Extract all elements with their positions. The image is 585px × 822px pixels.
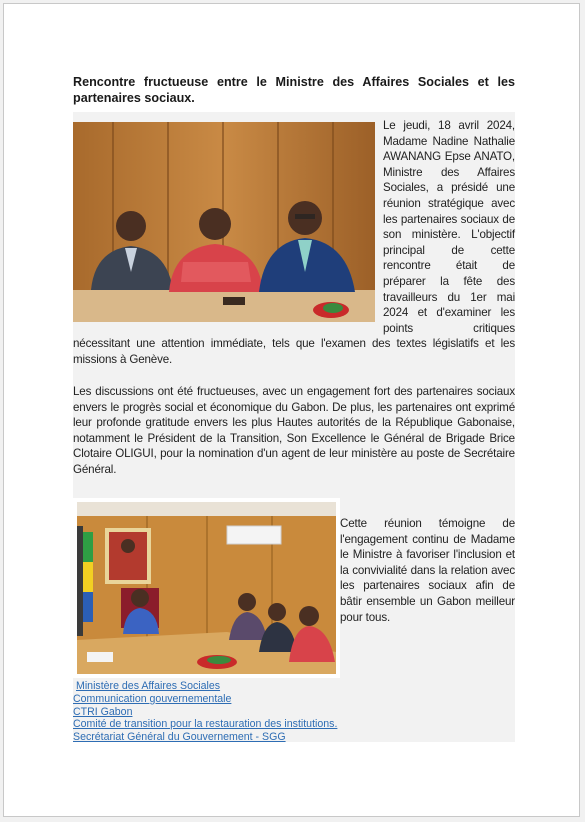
link-ctri-gabon[interactable]: CTRI Gabon — [73, 705, 133, 718]
article-title: Rencontre fructueuse entre le Ministre des Affaires Sociales et les partenaires sociaux. — [73, 75, 515, 105]
link-communication-gouvernementale[interactable]: Communication gouvernementale — [73, 692, 232, 705]
paragraph-2: Les discussions ont été fructueuses, avec un engagement fort des partenaires sociaux envers le progrès social et économique du Gabon. De plus, les partenaires ont exprimé leur profonde gratitude envers les plus Hautes autorités de la République Gabonaise, notamment le Président de la Transition, Son Excellence le Général de Brigade Brice Clotaire OLIGUI, pour la nomination d'un agent de leur ministère au poste de Secrétaire Général. — [73, 385, 515, 476]
link-sgg[interactable]: Secrétariat Général du Gouvernement - SGG — [73, 731, 286, 744]
document-page — [3, 3, 580, 817]
meeting-photo-2 — [77, 502, 336, 674]
meeting-photo-2-frame — [73, 498, 340, 678]
related-links — [73, 680, 515, 744]
meeting-photo-1 — [73, 122, 375, 322]
paragraph-1-text: Le jeudi, 18 avril 2024, Madame Nadine Nathalie AWANANG Epse ANATO, Ministre des Affaires Sociales, a présidé une réunion stratégique avec les partenaires sociaux de son ministère. L'objectif principal de cette rencontre était de préparer la fête des travailleurs du 1er mai 2024 et d'examiner les points critiques nécessitant une attention immédiate, tels que l'examen des textes législatifs et les missions à Genève. — [73, 119, 515, 366]
link-comite-transition[interactable]: Comité de transition pour la restauration des institutions. — [73, 718, 338, 731]
paragraph-3: Cette réunion témoigne de l'engagement continu de Madame le Ministre à favoriser l'inclusion et la convivialité dans la relation avec les partenaires sociaux afin de bâtir ensemble un Gabon meilleur pour tous. — [340, 517, 515, 624]
link-ministere-affaires-sociales[interactable]: Ministère des Affaires Sociales — [76, 680, 221, 692]
article-content — [73, 112, 515, 742]
paragraph-1 — [73, 118, 515, 368]
